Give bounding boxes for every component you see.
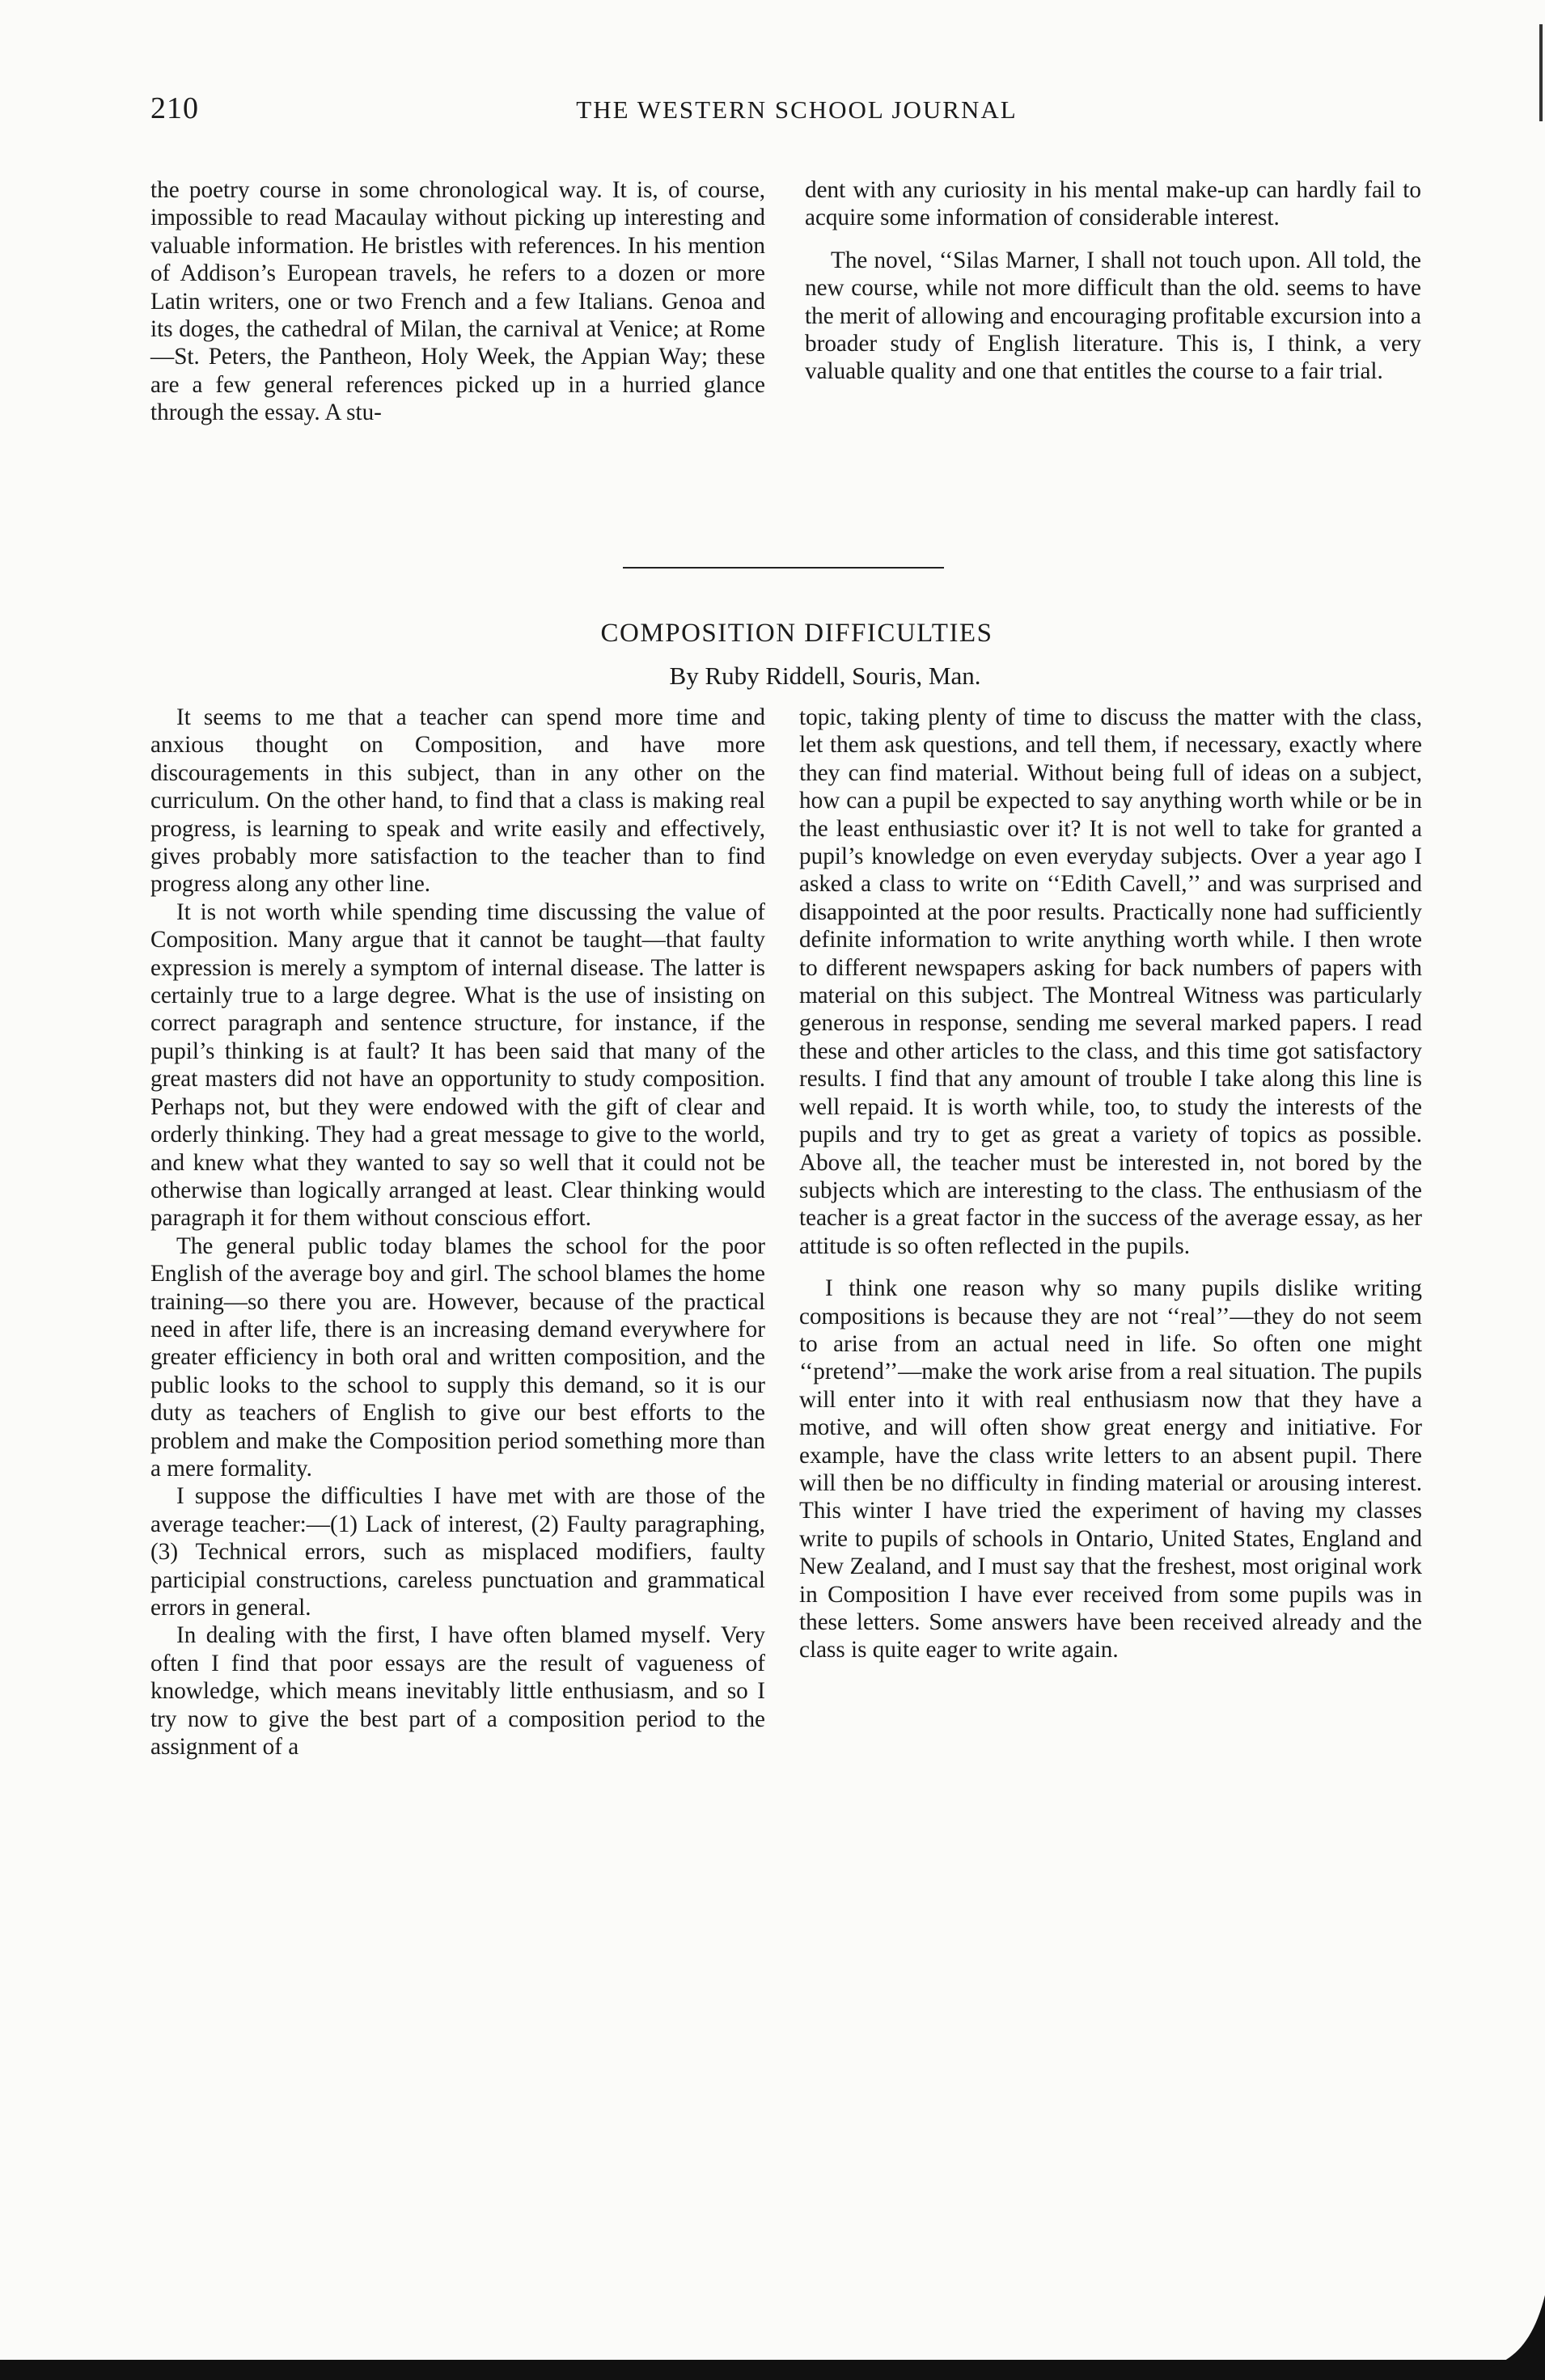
- paragraph: I think one reason why so many pupils dislike writing compositions is because they are not ‘‘real’’—they do not seem to arise from an actual need in life. So often one might ‘‘pretend’’—make the work arise from a real situation. The pupils will enter into it with real enthusiasm now that they have a motive, and will often show great energy and initiative. For example, have the class write letters to an absent pupil. There will then be no difficulty in finding material or arousing interest. This winter I have tried the experiment of having my classes write to pupils of schools in Ontario, United States, England and New Zealand, and I must say that the freshest, most original work in Composition I have ever received from some pupils was in these letters. Some answers have been received already and the class is quite eager to write again.: [799, 1275, 1422, 1663]
- article-title: COMPOSITION DIFFICULTIES: [600, 619, 993, 648]
- paragraph: The novel, ‘‘Silas Marner, I shall not touch upon. All told, the new course, while not more difficult than the old. seems to have the merit of allowing and encouraging profitable excursion into a broader study of English literature. This is, I think, a very valuable quality and one that entitles the course to a fair trial.: [805, 247, 1421, 385]
- prev-article-left-column: [150, 176, 765, 427]
- paragraph: It is not worth while spending time discussing the value of Composition. Many argue that it cannot be taught—that faulty expression is merely a symptom of internal disease. The latter is certainly true to a large degree. What is the use of insisting on correct paragraph and sentence structure, for instance, if the pupil’s thinking is at fault? It has been said that many of the great masters did not have an opportunity to study composition. Perhaps not, but they were endowed with the gift of clear and orderly thinking. They had a great message to give to the world, and knew what they wanted to say so well that it could not be otherwise than logically arranged at least. Clear thinking would paragraph it for them without conscious effort.: [150, 898, 765, 1232]
- article-byline: By Ruby Riddell, Souris, Man.: [669, 662, 981, 690]
- paragraph: dent with any curiosity in his mental make-up can hardly fail to acquire some information of considerable interest.: [805, 177, 1421, 231]
- scan-bottom-edge: [0, 2360, 1545, 2380]
- scan-corner-artifact: [1488, 2295, 1545, 2368]
- page-number: 210: [150, 91, 199, 125]
- article-right-column: [799, 704, 1422, 1664]
- paragraph: I suppose the difficulties I have met with are those of the average teacher:—(1) Lack of interest, (2) Faulty paragraphing, (3) Technical errors, such as misplaced modifiers, faulty participial constructions, careless punctuation and grammatical errors in general.: [150, 1483, 765, 1621]
- paragraph: The general public today blames the school for the poor English of the average boy and girl. The school blames the home training—so there you are. However, because of the practical need in after life, there is an increasing demand everywhere for greater efficiency in both oral and written composition, and the public looks to the school to supply this demand, so it is our duty as teachers of English to give our best efforts to the problem and make the Composition period something more than a mere formality.: [150, 1232, 765, 1482]
- paragraph: the poetry course in some chronological way. It is, of course, impossible to read Macaulay without picking up interesting and valuable information. He bristles with references. In his mention of Addison’s European travels, he refers to a dozen or more Latin writers, one or two French and a few Italians. Genoa and its doges, the cathedral of Milan, the carnival at Venice; at Rome—St. Peters, the Pantheon, Holy Week, the Appian Way; these are a few general references picked up in a hurried glance through the essay. A stu-: [150, 177, 765, 426]
- article-left-column: [150, 704, 765, 1761]
- paragraph: topic, taking plenty of time to discuss the matter with the class, let them ask questions, and tell them, if necessary, exactly where they can find material. Without being full of ideas on a subject, how can a pupil be expected to say anything worth while or be in the least enthusiastic over it? It is not well to take for granted a pupil’s knowledge on even everyday subjects. Over a year ago I asked a class to write on ‘‘Edith Cavell,’’ and was surprised and disappointed at the poor results. Practically none had sufficiently definite information to write anything worth while. I then wrote to different newspapers asking for back numbers of papers with material on this subject. The Montreal Witness was particularly generous in response, sending me several marked papers. I read these and other articles to the class, and this time got satisfactory results. I find that any amount of trouble I take along this line is well repaid. It is worth while, too, to study the interests of the pupils and try to get as great a variety of topics as possible. Above all, the teacher must be interested in, not bored by the subjects which are interesting to the class. The enthusiasm of the teacher is a great factor in the success of the average essay, as her attitude is so often reflected in the pupils.: [799, 704, 1422, 1259]
- journal-title: THE WESTERN SCHOOL JOURNAL: [576, 95, 1018, 124]
- prev-article-right-column: [805, 176, 1421, 386]
- section-divider: [623, 567, 944, 569]
- scan-edge-mark: [1539, 24, 1543, 121]
- paragraph: In dealing with the first, I have often blamed myself. Very often I find that poor essays are the result of vagueness of knowledge, which means inevitably little enthusiasm, and so I try now to give the best part of a composition period to the assignment of a: [150, 1622, 765, 1761]
- paragraph: It seems to me that a teacher can spend more time and anxious thought on Composition, and have more discouragements in this subject, than in any other on the curriculum. On the other hand, to find that a class is making real progress, is learning to speak and write easily and effectively, gives probably more satisfaction to the teacher than to find progress along any other line.: [150, 704, 765, 898]
